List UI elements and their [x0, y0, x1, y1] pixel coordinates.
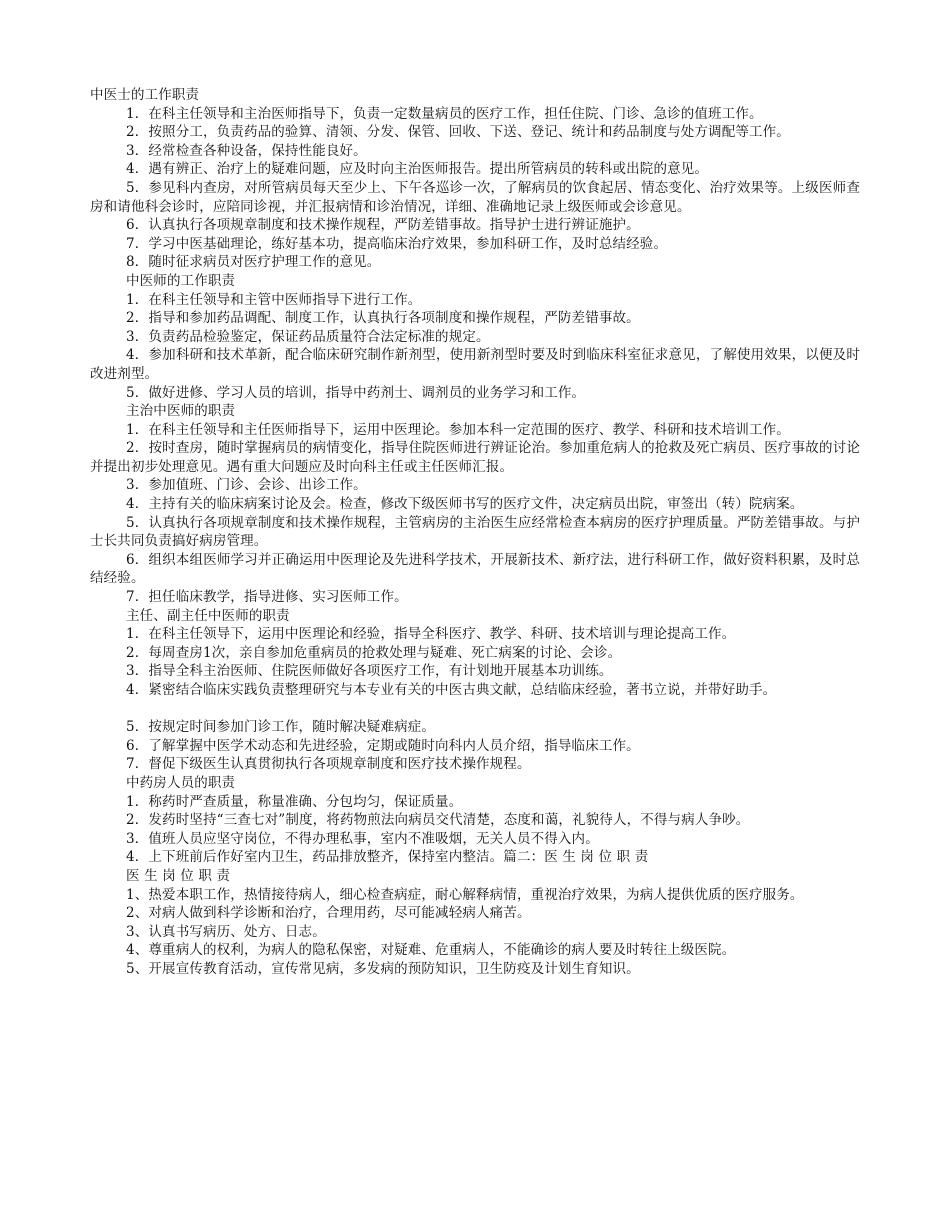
duty-item: 6．了解掌握中医学术动态和先进经验，定期或随时向科内人员介绍，指导临床工作。	[126, 737, 640, 754]
duty-item: 2．指导和参加药品调配、制度工作，认真执行各项制度和操作规程，严防差错事故。	[126, 310, 640, 327]
duty-item: 2．按照分工，负责药品的验算、清领、分发、保管、回收、下送、登记、统计和药品制度与处方调配等工作。	[126, 124, 790, 141]
duty-item: 3．参加值班、门诊、会诊、出诊工作。	[126, 477, 367, 494]
duty-item: 4．参加科研和技术革新，配合临床研究制作新剂型，使用新剂型时要及时到临床科室征求意见，了解使用效果，以便及时改进剂型。	[90, 347, 860, 382]
duty-item: 3．值班人员应坚守岗位，不得办理私事，室内不准吸烟，无关人员不得入内。	[126, 830, 599, 847]
duty-item: 2．发药时坚持“三查七对”制度，将药物煎法向病员交代清楚，态度和蔼，礼貌待人，不得与病人争吵。	[126, 812, 750, 829]
duty-item: 1、热爱本职工作，热情接待病人，细心检查病症，耐心解释病情，重视治疗效果，为病人提供优质的医疗服务。	[126, 886, 804, 903]
duty-item: 2．按时查房，随时掌握病员的病情变化，指导住院医师进行辨证论治。参加重危病人的抢救及死亡病员、医疗事故的讨论并提出初步处理意见。遇有重大问题应及时向科主任或主任医师汇报。	[90, 440, 860, 475]
duty-item: 6．认真执行各项规章制度和技术操作规程，严防差错事故。指导护士进行辨证施护。	[126, 217, 640, 234]
duty-item: 1．在科主任领导和主治医师指导下，负责一定数量病员的医疗工作，担任住院、门诊、急诊的值班工作。	[126, 105, 763, 122]
duty-item: 7．担任临床教学，指导进修、实习医师工作。	[126, 589, 408, 606]
duty-item: 1．在科主任领导下，运用中医理论和经验，指导全科医疗、教学、科研、技术培训与理论提高工作。	[126, 626, 736, 643]
duty-item: 3．负责药品检验鉴定，保证药品质量符合法定标准的规定。	[126, 328, 490, 345]
duty-item: 1．在科主任领导和主任医师指导下，运用中医理论。参加本科一定范围的医疗、教学、科研和技术培训工作。	[126, 421, 790, 438]
duty-item: 5．参见科内查房，对所管病员每天至少上、下午各巡诊一次，了解病员的饮食起居、情态变化、治疗效果等。上级医师查房和请他科会诊时，应陪同诊视，并汇报病情和诊治情况，详细、准确地记录上级医师或会诊意见。	[90, 179, 860, 215]
duty-item: 6．组织本组医师学习并正确运用中医理论及先进科学技术，开展新技术、新疗法，进行科研工作，做好资料积累，及时总结经验。	[90, 551, 860, 587]
duty-item: 4．遇有辨正、治疗上的疑难问题，应及时向主治医师报告。提出所管病员的转科或出院的意见。	[126, 161, 709, 178]
section-heading: 中医士的工作职责	[90, 87, 200, 103]
duty-item: 5．做好进修、学习人员的培训，指导中药剂士、调剂员的业务学习和工作。	[126, 384, 586, 401]
blank-line	[90, 700, 860, 719]
duty-item: 4．上下班前后作好室内卫生，药品排放整齐，保持室内整洁。篇二：医 生 岗 位 职 责	[126, 849, 649, 866]
duty-item: 4．紧密结合临床实践负责整理研究与本专业有关的中医古典文献，总结临床经验，著书立说，并带好助手。	[126, 682, 777, 698]
section-heading: 主任、副主任中医师的职责	[126, 607, 290, 624]
section-heading: 医 生 岗 位 职 责	[126, 867, 231, 884]
duty-item: 4．主持有关的临床病案讨论及会。检查，修改下级医师书写的医疗文件，决定病员出院，审签出（转）院病案。	[126, 496, 804, 513]
duty-item: 5．认真执行各项规章制度和技术操作规程，主管病房的主治医生应经常检查本病房的医疗护理质量。严防差错事故。与护士长共同负责搞好病房管理。	[90, 514, 860, 550]
duty-item: 7．督促下级医生认真贯彻执行各项规章制度和医疗技术操作规程。	[126, 756, 531, 773]
section-heading: 主治中医师的职责	[126, 403, 236, 420]
duty-item: 1．称药时严查质量，称量准确、分包均匀，保证质量。	[126, 793, 463, 810]
duty-item: 4、尊重病人的权利，为病人的隐私保密，对疑难、危重病人，不能确诊的病人要及时转往上级医院。	[126, 942, 736, 959]
duty-item: 7．学习中医基础理论，练好基本功，提高临床治疗效果，参加科研工作，及时总结经验。	[126, 235, 668, 252]
duty-item: 8．随时征求病员对医疗护理工作的意见。	[126, 254, 381, 271]
duty-item: 5．按规定时间参加门诊工作，随时解决疑难病症。	[126, 719, 436, 736]
duty-item: 2、对病人做到科学诊断和治疗，合理用药，尽可能减轻病人痛苦。	[126, 905, 531, 922]
duty-item: 1．在科主任领导和主管中医师指导下进行工作。	[126, 291, 422, 308]
document-body	[90, 86, 860, 979]
section-heading: 中医师的工作职责	[126, 272, 236, 289]
duty-item: 3、认真书写病历、处方、日志。	[126, 923, 326, 940]
section-heading: 中药房人员的职责	[126, 774, 236, 791]
duty-item: 2．每周查房1次，亲自参加危重病员的抢救处理与疑难、死亡病案的讨论、会诊。	[126, 644, 622, 661]
duty-item: 3．经常检查各种设备，保持性能良好。	[126, 142, 367, 159]
duty-item: 5、开展宣传教育活动，宣传常见病，多发病的预防知识，卫生防疫及计划生育知识。	[126, 960, 640, 977]
duty-item: 3．指导全科主治医师、住院医师做好各项医疗工作，有计划地开展基本功训练。	[126, 663, 613, 680]
